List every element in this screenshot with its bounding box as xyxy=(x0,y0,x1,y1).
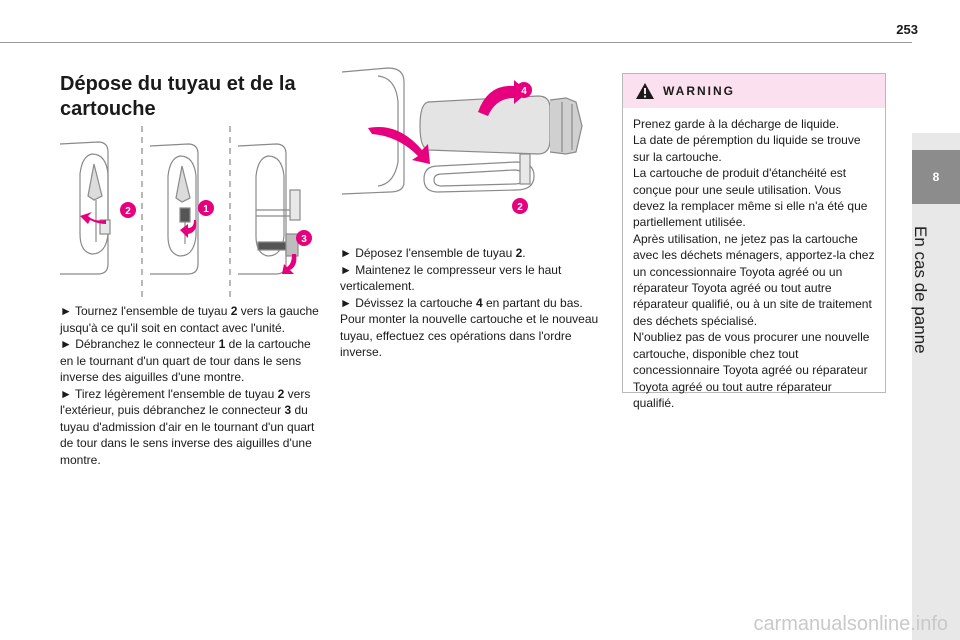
warning-line: La cartouche de produit d'étanchéité est conçue pour une seule utilisation. Vous devez la remplacer même si elle n'a été que partiellement utilisée. xyxy=(633,166,868,230)
step-text: . xyxy=(522,246,526,260)
instruction-step xyxy=(60,336,322,386)
instruction-step xyxy=(60,303,322,336)
part-number: 4 xyxy=(475,295,483,310)
part-number: 1 xyxy=(218,337,226,351)
warning-box xyxy=(622,73,886,410)
figure2-callout-4: 4 xyxy=(521,86,527,97)
chapter-side-tab xyxy=(912,133,960,640)
warning-line: N'oubliez pas de vous procurer une nouvelle cartouche, disponible chez tout concessionnaire Toyota agréé ou réparateur Toyota agréé ou tout autre réparateur qualifié. xyxy=(633,330,870,410)
section-title: Dépose du tuyau et de la cartouche xyxy=(60,73,296,120)
warning-line: Prenez garde à la décharge de liquide. xyxy=(633,117,840,131)
instruction-step xyxy=(340,295,605,312)
warning-title: WARNING xyxy=(663,84,735,98)
instruction-step xyxy=(60,386,322,469)
column1-instructions xyxy=(60,303,322,468)
instruction-step xyxy=(340,245,605,262)
step-text: en partant du bas. xyxy=(482,295,583,310)
step-text: ► Déposez l'ensemble de tuyau xyxy=(340,246,516,260)
figure1-callout-3: 3 xyxy=(301,234,307,245)
step-text: vers la gauche jusqu'à ce qu'il soit en contact avec l'unité. xyxy=(60,304,319,335)
part-number: 3 xyxy=(284,403,292,417)
reassembly-note: Pour monter la nouvelle cartouche et le nouveau tuyau, effectuez ces opérations dans l'ordre inverse. xyxy=(340,312,599,359)
watermark: carmanualsonline.info xyxy=(753,613,948,635)
step-text: vers l'extérieur, puis débranchez le connecteur xyxy=(60,386,311,417)
step-text: du tuyau d'admission d'air en le tournant d'un quart de tour dans le sens inverse des aiguilles d'une montre. xyxy=(60,403,315,467)
step-text: ► Tirez légèrement l'ensemble de tuyau xyxy=(60,386,278,401)
part-number: 2 xyxy=(515,246,523,260)
cartridge-removal-illustration xyxy=(338,62,600,232)
part-number: 2 xyxy=(230,304,238,318)
warning-line: Après utilisation, ne jetez pas la cartouche avec les déchets ménagers, apportez-la chez un concessionnaire Toyota agréé ou un réparateur Toyota agréé ou tout autre réparateur qualifié, ou à un site de traitement des déchets spécialisé. xyxy=(633,231,875,328)
instruction-step: ► Maintenez le compresseur vers le haut verticalement. xyxy=(340,262,562,293)
column2-instructions xyxy=(340,245,605,361)
step-text: ► Tournez l'ensemble de tuyau xyxy=(60,304,231,318)
figure1-callout-2: 2 xyxy=(125,206,131,217)
chapter-number-badge[interactable]: 8 xyxy=(912,150,960,204)
part-number: 2 xyxy=(277,386,285,401)
step-text: ► Dévissez la cartouche xyxy=(340,295,476,310)
chapter-title: En cas de panne xyxy=(911,226,930,354)
page-number: 253 xyxy=(896,22,918,37)
hose-removal-illustration xyxy=(58,124,320,302)
header-rule xyxy=(0,42,912,43)
warning-body xyxy=(623,108,885,411)
warning-line: La date de péremption du liquide se trouve sur la cartouche. xyxy=(633,133,861,164)
warning-triangle-icon xyxy=(635,82,655,100)
step-text: ► Débranchez le connecteur xyxy=(60,337,219,351)
figure1-callout-1: 1 xyxy=(203,204,209,215)
step-text: de la cartouche en le tournant d'un quart de tour dans le sens inverse des aiguilles d'une montre. xyxy=(60,337,311,384)
warning-header xyxy=(623,74,885,108)
figure2-callout-2: 2 xyxy=(517,202,523,213)
